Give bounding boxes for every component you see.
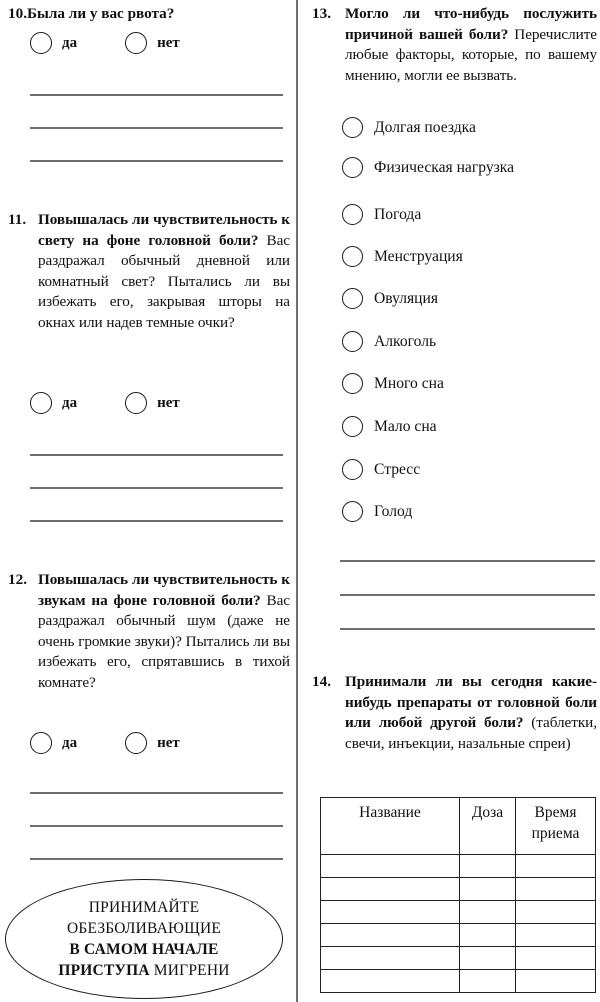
question-11-label-yes: да [62,394,78,411]
question-14-text-plain: (таблетки, свечи, инъекции, назальные спреи) [345,714,597,752]
option-item[interactable] [342,331,436,352]
question-13-text [345,4,597,86]
option-item[interactable] [342,204,421,225]
question-10-radio-yes[interactable] [30,32,52,54]
option-label: Физическая нагрузка [374,158,515,176]
question-11-text [38,210,290,333]
question-14-text-bold: Принимали ли вы сегодня какие-нибудь препараты от головной боли или любой другой боли? [345,673,597,731]
question-12-radio-yes[interactable] [30,732,52,754]
question-11-number: 11. [8,211,27,228]
question-11-text-plain: Вас раздражал обычный дневной или комнатный свет? Пытались ли вы избежать его, закрывая шторы на окнах или надев темные очки? [38,231,290,331]
table-cell-dose[interactable] [460,878,516,901]
table-cell-dose[interactable] [460,947,516,970]
table-body [321,855,596,993]
advice-line-3: В САМОМ НАЧАЛЕ [69,941,219,958]
option-label: Алкоголь [374,332,437,350]
option-item[interactable] [342,501,412,522]
option-label: Мало сна [374,417,437,435]
advice-line-4-bold: ПРИСТУПА [58,962,150,979]
option-item[interactable] [342,416,437,437]
option-circle-ovulyaciya[interactable] [342,288,363,309]
question-10-number: 10. [8,5,27,22]
option-circle-dolgaya-poezdka[interactable] [342,117,363,138]
question-11-radio-no[interactable] [125,392,147,414]
question-12-write-line-2[interactable] [30,825,283,827]
question-13-write-line-3[interactable] [340,628,595,630]
option-circle-golod[interactable] [342,501,363,522]
option-item[interactable] [342,246,463,267]
question-10-text-bold: Была ли у вас рвота? [26,5,175,22]
table-row[interactable] [321,970,596,993]
left-column [0,0,297,1002]
table-cell-dose[interactable] [460,855,516,878]
question-11-text-bold: Повышалась ли чувствительность к свету на фоне головной боли? [38,211,290,249]
table-cell-name[interactable] [321,924,460,947]
question-10 [8,4,290,25]
question-12-radio-no[interactable] [125,732,147,754]
question-12-number: 12. [8,571,27,588]
question-12-answers [30,732,180,754]
table-cell-dose[interactable] [460,970,516,993]
option-circle-stress[interactable] [342,459,363,480]
option-circle-malo-sna[interactable] [342,416,363,437]
option-circle-menstruaciya[interactable] [342,246,363,267]
table-cell-name[interactable] [321,947,460,970]
question-13-number: 13. [312,5,331,22]
question-14 [312,672,597,754]
question-12-label-yes: да [62,734,78,751]
table-cell-name[interactable] [321,855,460,878]
question-12 [8,570,290,693]
option-circle-fizicheskaya-nagruzka[interactable] [342,157,363,178]
advice-line-1: ПРИНИМАЙТЕ [88,899,200,916]
option-circle-alkogol[interactable] [342,331,363,352]
option-label: Погода [374,205,422,223]
question-11 [8,210,290,333]
question-10-answers [30,32,180,54]
question-12-text [38,570,290,693]
question-10-label-no: нет [157,34,180,51]
table-cell-time[interactable] [516,947,596,970]
table-cell-time[interactable] [516,924,596,947]
table-header-dose: Доза [460,798,516,855]
question-10-text [27,4,290,25]
question-10-label-yes: да [62,34,78,51]
medication-table [320,797,596,993]
table-row[interactable] [321,947,596,970]
question-13-write-line-1[interactable] [340,560,595,562]
question-13 [312,4,597,86]
question-14-number: 14. [312,673,331,690]
question-10-write-line-3[interactable] [30,160,283,162]
question-13-text-plain: Перечислите любые факторы, которые, по вашему мнению, могли ее вызвать. [345,25,597,84]
question-13-write-line-2[interactable] [340,594,595,596]
table-row[interactable] [321,855,596,878]
table-row[interactable] [321,901,596,924]
option-label: Овуляция [374,289,439,307]
question-11-answers [30,392,180,414]
question-11-label-no: нет [157,394,180,411]
table-cell-time[interactable] [516,855,596,878]
question-13-text-bold: Могло ли что-нибудь послужить причиной вашей боли? [345,5,597,43]
question-11-write-line-2[interactable] [30,487,283,489]
option-circle-pogoda[interactable] [342,204,363,225]
question-11-radio-yes[interactable] [30,392,52,414]
table-cell-dose[interactable] [460,901,516,924]
question-10-write-line-2[interactable] [30,127,283,129]
table-header-row [321,798,596,855]
option-item[interactable] [342,373,444,394]
option-item[interactable] [342,157,514,178]
question-10-radio-no[interactable] [125,32,147,54]
advice-line-4 [58,960,229,981]
table-cell-time[interactable] [516,901,596,924]
option-item[interactable] [342,117,476,138]
question-12-label-no: нет [157,734,180,751]
table-header-name: Название [321,798,460,855]
option-label: Стресс [374,460,421,478]
question-12-text-plain: Вас раздражал обычный шум (даже не очень громкие звуки)? Пытались ли вы избежать его, спрятавшись в тихой комнате? [38,591,290,691]
question-10-write-line-1[interactable] [30,94,283,96]
option-label: Менструация [374,247,463,265]
table-row[interactable] [321,878,596,901]
table-cell-name[interactable] [321,970,460,993]
option-item[interactable] [342,459,420,480]
question-11-write-line-3[interactable] [30,520,283,522]
table-cell-time[interactable] [516,970,596,993]
option-label: Голод [374,502,413,520]
option-label: Много сна [374,374,444,392]
option-circle-mnogo-sna[interactable] [342,373,363,394]
option-item[interactable] [342,288,438,309]
question-12-write-line-1[interactable] [30,792,283,794]
question-12-text-bold: Повышалась ли чувствительность к звукам на фоне головной боли? [38,571,290,609]
advice-line-4-regular: МИГРЕНИ [149,962,230,979]
advice-callout [5,879,283,999]
question-12-write-line-3[interactable] [30,858,283,860]
option-label: Долгая поездка [374,118,476,136]
advice-line-2: ОБЕЗБОЛИВАЮЩИЕ [66,920,222,937]
question-14-text [345,672,597,754]
table-cell-dose[interactable] [460,924,516,947]
table-cell-name[interactable] [321,878,460,901]
table-row[interactable] [321,924,596,947]
table-header-time: Время приема [516,798,596,855]
table-cell-time[interactable] [516,878,596,901]
question-11-write-line-1[interactable] [30,454,283,456]
table-cell-name[interactable] [321,901,460,924]
